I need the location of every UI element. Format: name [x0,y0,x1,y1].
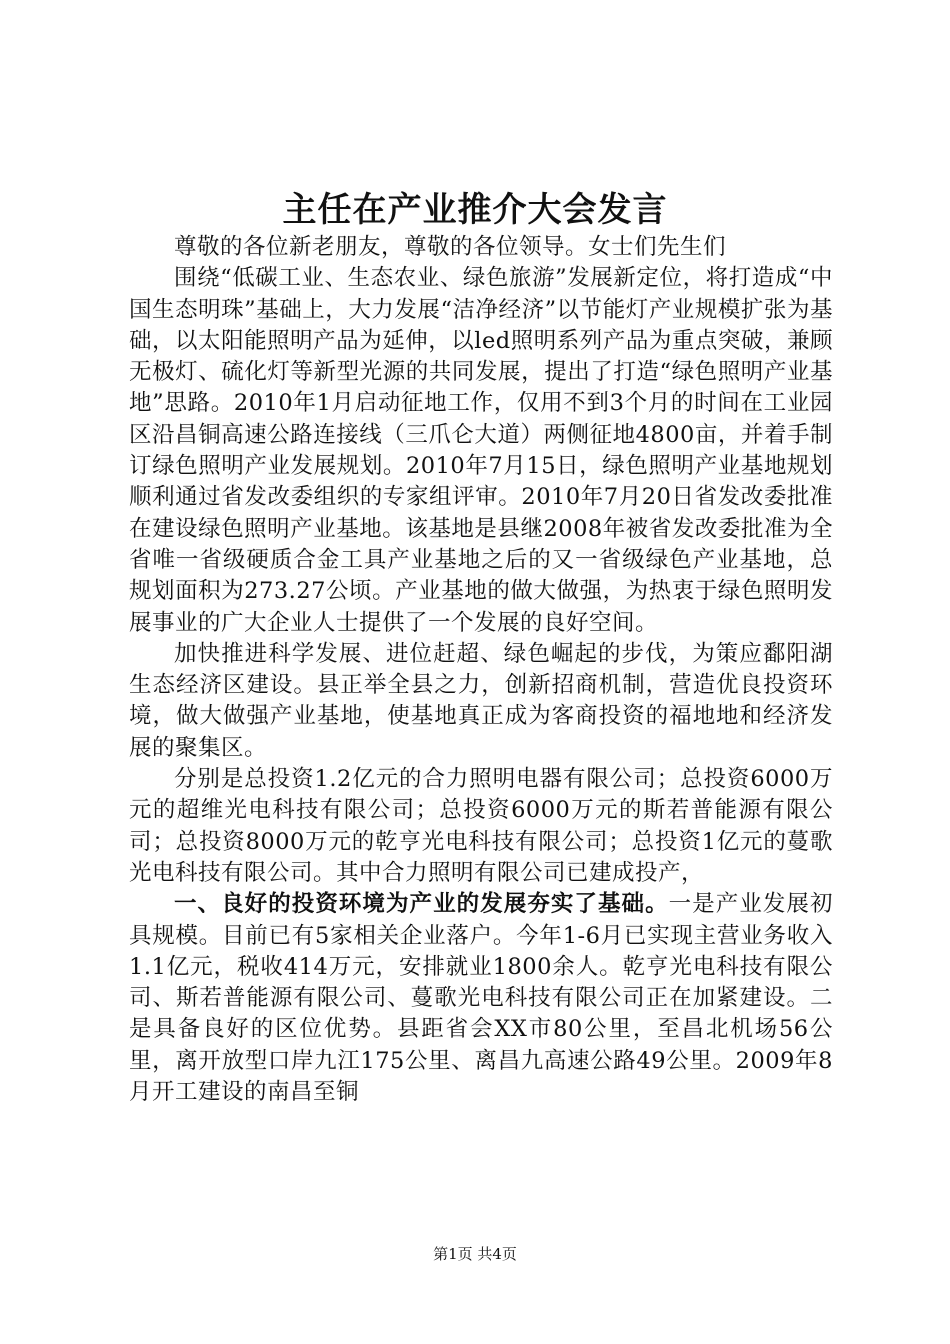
paragraph-text: 分别是总投资1.2亿元的合力照明电器有限公司；总投资6000万元的超维光电科技有限公司；总投资6000万元的斯若普能源有限公司；总投资8000万元的乾亨光电科技有限公司；总投资1亿元的蔓歌光电科技有限公司。其中合力照明有限公司已建成投产， [129,766,833,886]
paragraph [129,764,833,889]
paragraph-text: 尊敬的各位新老朋友，尊敬的各位领导。女士们先生们 [174,234,727,260]
paragraph [129,232,833,263]
paragraph [129,889,833,1108]
section-heading: 一、良好的投资环境为产业的发展夯实了基础。 [174,891,669,918]
document-body [129,232,833,1108]
paragraph-text: 一是产业发展初具规模。目前已有5家相关企业落户。今年1-6月已实现主营业务收入1.1亿元，税收414万元，安排就业1800余人。乾亨光电科技有限公司、斯若普能源有限公司、蔓歌光电科技有限公司正在加紧建设。二是具备良好的区位优势。县距省会XX市80公里，至昌北机场56公里，离开放型口岸九江175公里、离昌九高速公路49公里。2009年8月开工建设的南昌至铜 [129,891,833,1106]
paragraph-text: 围绕“低碳工业、生态农业、绿色旅游”发展新定位，将打造成“中国生态明珠”基础上，大力发展“洁净经济”以节能灯产业规模扩张为基础，以太阳能照明产品为延伸，以led照明系列产品为重点突破，兼顾无极灯、硫化灯等新型光源的共同发展，提出了打造“绿色照明产业基地”思路。2010年1月启动征地工作，仅用不到3个月的时间在工业园区沿昌铜高速公路连接线（三爪仑大道）两侧征地4800亩，并着手制订绿色照明产业发展规划。2010年7月15日，绿色照明产业基地规划顺利通过省发改委组织的专家组评审。2010年7月20日省发改委批准在建设绿色照明产业基地。该基地是县继2008年被省发改委批准为全省唯一省级硬质合金工具产业基地之后的又一省级绿色产业基地，总规划面积为273.27公顷。产业基地的做大做强，为热衷于绿色照明发展事业的广大企业人士提供了一个发展的良好空间。 [129,265,833,636]
paragraph [129,639,833,764]
paragraph [129,263,833,639]
paragraph-text: 加快推进科学发展、进位赶超、绿色崛起的步伐，为策应鄱阳湖生态经济区建设。县正举全县之力，创新招商机制，营造优良投资环境，做大做强产业基地，使基地真正成为客商投资的福地地和经济发展的聚集区。 [129,640,833,761]
page-footer: 第1页 共4页 [433,1245,517,1263]
document-title: 主任在产业推介大会发言 [282,190,668,230]
